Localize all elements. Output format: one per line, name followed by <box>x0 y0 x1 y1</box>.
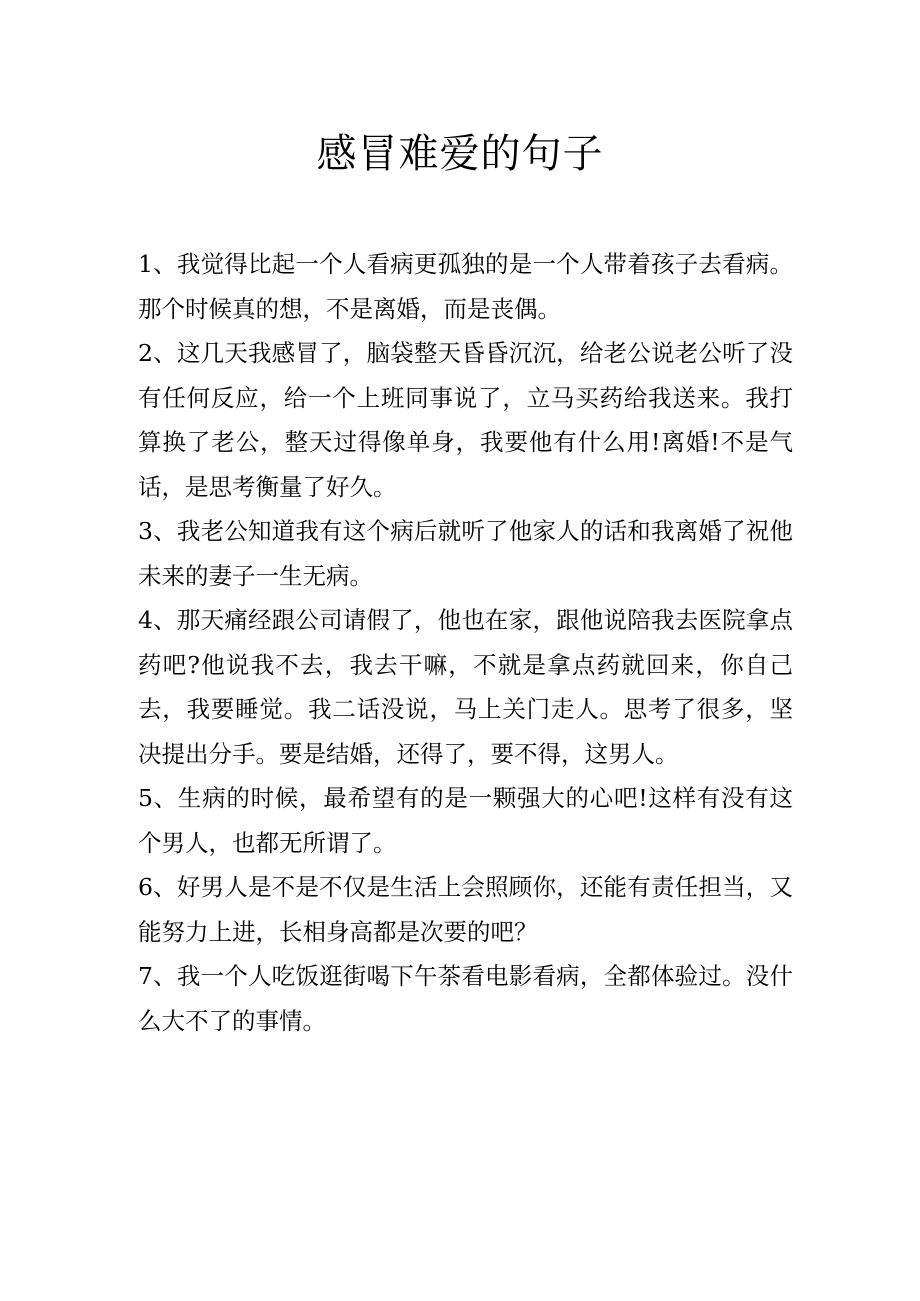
document-body <box>138 242 793 1043</box>
paragraph-1: 1、我觉得比起一个人看病更孤独的是一个人带着孩子去看病。那个时候真的想，不是离婚，而是丧偶。 <box>138 250 793 323</box>
paragraph-7: 7、我一个人吃饭逛街喝下午茶看电影看病，全都体验过。没什么大不了的事情。 <box>138 962 793 1035</box>
paragraph-5: 5、生病的时候，最希望有的是一颗强大的心吧!这样有没有这个男人，也都无所谓了。 <box>138 784 793 857</box>
document-title: 感冒难爱的句子 <box>316 131 604 177</box>
paragraph-6: 6、好男人是不是不仅是生活上会照顾你，还能有责任担当，又能努力上进，长相身高都是次要的吧？ <box>138 873 793 946</box>
paragraph-3: 3、我老公知道我有这个病后就听了他家人的话和我离婚了祝他未来的妻子一生无病。 <box>138 517 793 590</box>
paragraph-2: 2、这几天我感冒了，脑袋整天昏昏沉沉，给老公说老公听了没有任何反应，给一个上班同事说了，立马买药给我送来。我打算换了老公，整天过得像单身，我要他有什么用!离婚!不是气话，是思考衡量了好久。 <box>138 339 793 501</box>
paragraph-4: 4、那天痛经跟公司请假了，他也在家，跟他说陪我去医院拿点药吧?他说我不去，我去干嘛，不就是拿点药就回来，你自己去，我要睡觉。我二话没说，马上关门走人。思考了很多，坚决提出分手。要是结婚，还得了，要不得，这男人。 <box>138 606 793 768</box>
